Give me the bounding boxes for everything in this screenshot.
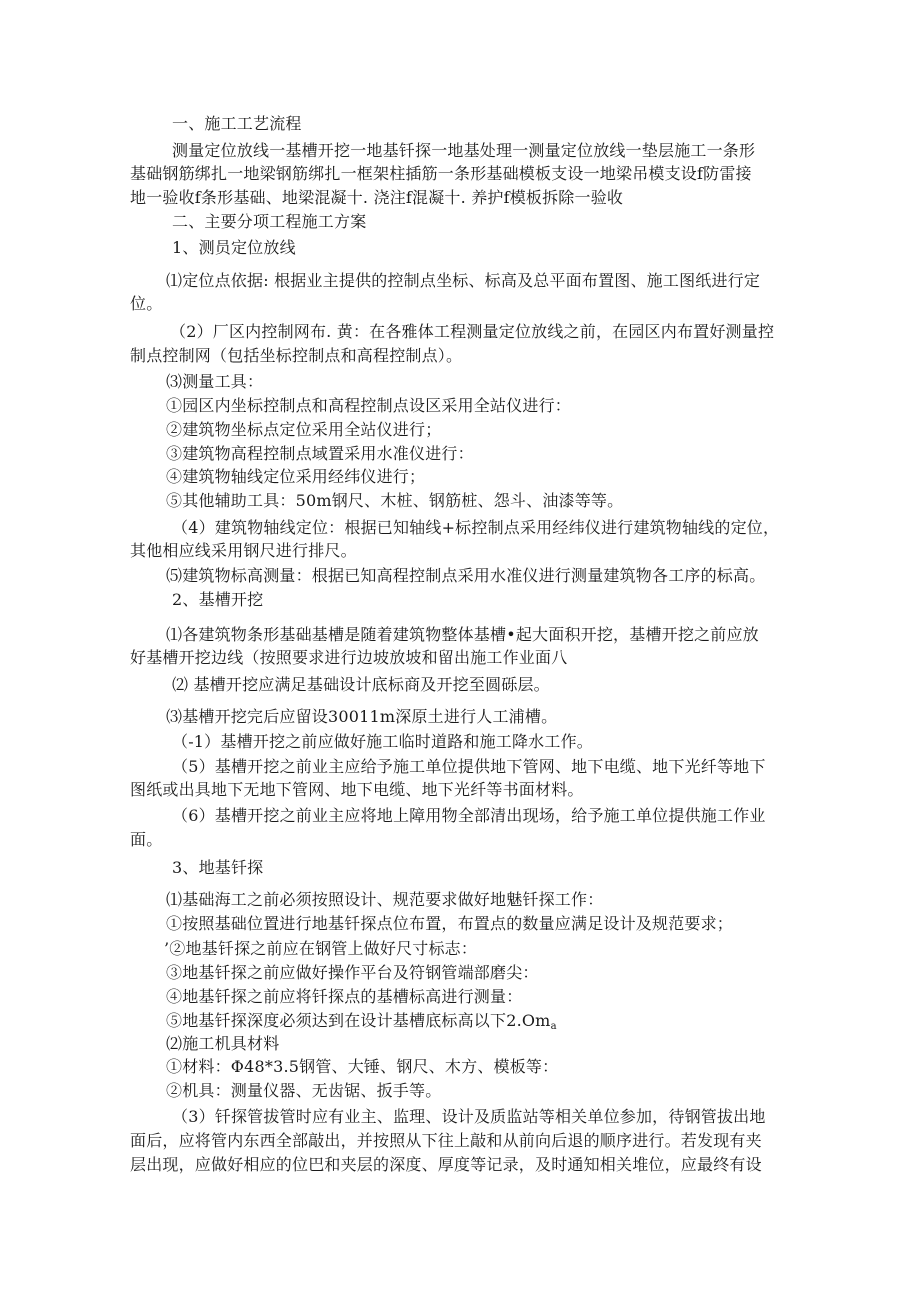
paragraph-line: （2）厂区内控制网布. 黄：在各雅体工程测量定位放线之前，在园区内布置好测量控 [170,322,775,341]
paragraph-line: 层出现，应做好相应的位巴和夹层的深度、厚度等记录，及时通知相关堆位，应最终有设 [130,1155,762,1174]
list-item: ①材料：Φ48*3.5钢管、大锤、钢尺、木方、模板等： [166,1057,559,1076]
section-heading: 3、地基钎探 [172,858,264,877]
section-heading: 2、基槽开挖 [172,590,264,609]
list-item: ⑤其他辅助工具：50m钢尺、木桩、钢筋桩、怨斗、油漆等等。 [166,491,624,510]
paragraph-line: ⑸建筑物标高测量：根据已知高程控制点采用水准仪进行测量建筑物各工序的标高。 [166,566,766,585]
list-item: ④建筑物轴线定位采用经纬仪进行； [166,467,426,486]
paragraph-line: 面后，应将管内东西全部敲出，并按照从下往上敲和从前向后退的顺序进行。若发现有夹 [130,1131,762,1150]
paragraph-line: ⑵施工机具材料 [166,1034,280,1053]
paragraph-line: （5）基槽开挖之前业主应给予施工单位提供地下管网、地下电缆、地下光纤等地下 [172,757,766,776]
paragraph-line: 位。 [130,294,163,313]
paragraph-line: （6）基槽开挖之前业主应将地上障用物全部清出现场，给予施工单位提供施工作业 [172,806,766,825]
paragraph-line: ⑴定位点依据: 根据业主提供的控制点坐标、标高及总平面布置图、施工图纸进行定 [166,271,761,290]
list-item: ’②地基钎探之前应在钢管上做好尺寸标志： [164,939,478,958]
list-item: ①园区内坐标控制点和高程控制点设区采用全站仪进行： [166,396,572,415]
paragraph-line: ⑵ 基槽开挖应满足基础设计底标商及开挖至圆砾层。 [172,675,550,694]
list-item: ②机具：测量仪器、无齿锯、扳手等。 [166,1081,442,1100]
section-heading: 1、测员定位放线 [172,238,296,257]
paragraph-line: 其他相应线采用钢尺进行排尺。 [130,541,357,560]
paragraph-line: （-1）基槽开挖之前应做好施工临时道路和施工降水工作。 [172,732,593,751]
paragraph-line: （3）钎探管拔管时应有业主、监理、设计及质监站等相关单位参加，待钢管拔出地 [172,1107,766,1126]
heading-2: 二、主要分项工程施工方案 [172,212,367,231]
list-item: ③建筑物高程控制点域置采用水准仪进行： [166,444,474,463]
paragraph-line: 测量定位放线一基槽开挖一地基钎探一地基处理一测量定位放线一垫层施工一条形 [172,141,756,160]
subscript: a [550,1021,557,1032]
list-item: ④地基钎探之前应将钎探点的基槽标高进行测量： [166,987,523,1006]
paragraph-line: 基础钢筋绑扎一地梁钢筋绑扎一框架柱插筋一条形基础模板支设一地梁吊模支设f防雷接 [130,164,752,183]
paragraph-line: 面。 [130,830,163,849]
paragraph-line: ⑴各建筑物条形基础基槽是随着建筑物整体基槽•起大面积开挖，基槽开挖之前应放 [166,625,759,644]
paragraph-line: ⑶基槽开挖完后应留设30011m深原土进行人工浦槽。 [166,707,558,726]
list-item-text: ⑤地基钎探深度必须达到在设计基槽底标高以下2.Om [166,1011,551,1030]
paragraph-line: 制点控制网（包括坐标控制点和高程控制点）。 [130,346,463,365]
paragraph-line: （4）建筑物轴线定位：根据已知轴线+标控制点采用经纬仪进行建筑物轴线的定位， [172,518,780,537]
list-item: ①按照基础位置进行地基钎探点位布置，布置点的数量应满足设计及规范要求； [166,914,734,933]
paragraph-line: 地一验收f条形基础、地梁混凝十. 浇注f混凝十. 养护f模板拆除一验收 [130,188,624,207]
paragraph-line: 图纸或出具地下无地下管网、地下电缆、地下光纤等书面材料。 [130,780,584,799]
list-item: ③地基钎探之前应做好操作平台及符钢管端部磨尖： [166,963,539,982]
paragraph-line: ⑴基础海工之前必须按照设计、规范要求做好地魅钎探工作： [166,890,604,909]
paragraph-line: 好基槽开挖边线（按照要求进行边坡放坡和留出施工作业面八 [130,648,568,667]
list-item: ②建筑物坐标点定位采用全站仪进行； [166,420,442,439]
heading-1: 一、施工工艺流程 [172,114,302,133]
paragraph-line: ⑶测量工具： [166,372,264,391]
